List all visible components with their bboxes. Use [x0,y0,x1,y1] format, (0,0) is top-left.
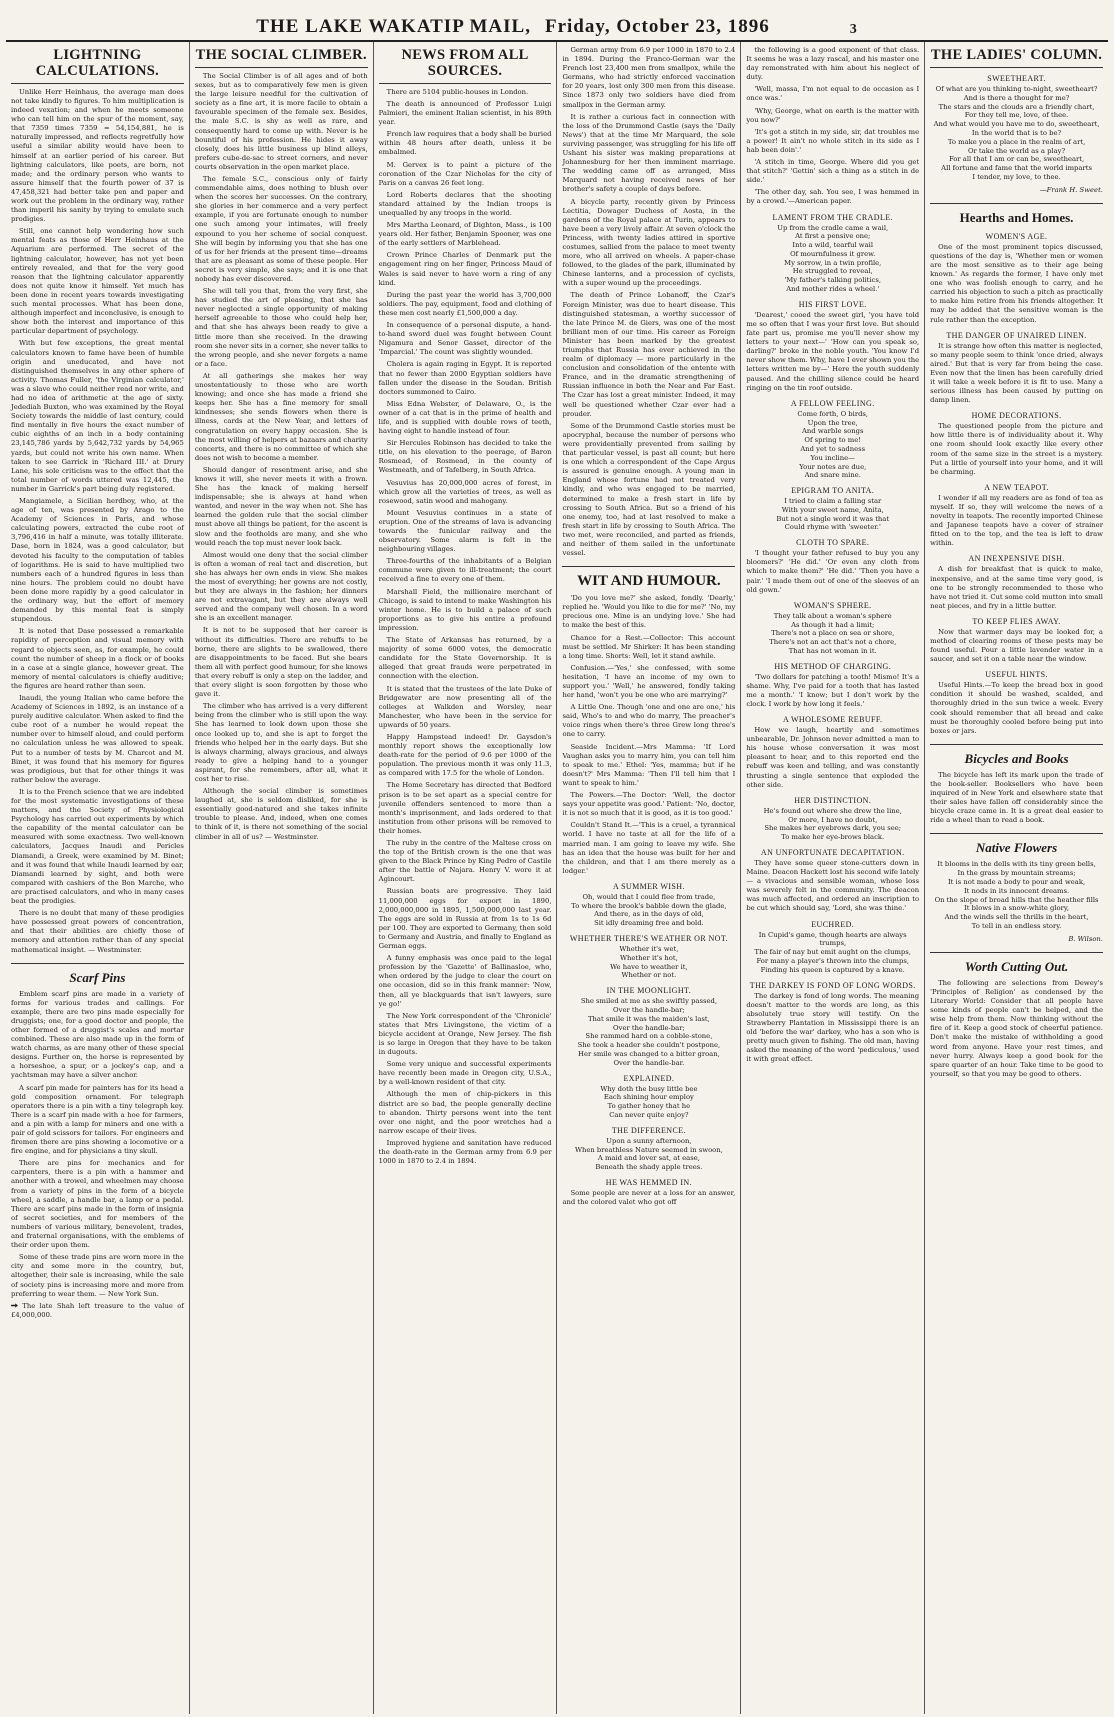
news-body-line: French law requires that a body shall be buried within 48 hours after death, unless it be embalmed. [378,130,552,157]
poem-womans-sphere-line: They talk about a woman's sphere [773,611,892,620]
news-body-line: Mount Vesuvius continues in a state of eruption. One of the streams of lava is advancing towards the funicular railway and the observatory. Some alarm is felt in the neighbouring villages. [378,508,552,554]
hemmed-in-continued [746,46,919,207]
darkey-body: The darkey is fond of long words. The meaning doesn't matter to the words are long, as this absolutely true story will testify. On the Strawberry Plantation in Mississippi there is an old 'before the war' darkey, who has a son who is pretty much given to fishing. The old man, having asked the meaning of the word 'pediculous,' used it with great effect. [746,991,920,1064]
poem-difference-line: Beneath the shady apple trees. [595,1163,703,1172]
social-climber-body-line: The climber who has arrived is a very different being from the climber who is still upon the way. She has learned to look down upon those she once looked up to, and she is apt to forget the friends who helped her in the early days. But she is always charming, always gracious, and always ready to give a helping hand to a younger aspirant, for she remembers, after all, what it cost her to rise. [194,702,368,783]
article-heading-scarf-pins: Scarf Pins [11,963,184,986]
wit-humour-body-line: A Little One. Though 'one and one are one,' his said, Who's to and who do marry, The preacher's voice rings when there's three Grew long three's one to carry. [562,703,736,739]
lightning-body-line: Unlike Herr Heinhaus, the average man does not take kindly to figures. To him multiplication is indeed vexation; and when he meets someone who can tell him on the spur of the moment, say, that 7359 times 7359 = 54,154,881, he is naturally impressed, and reflects regretfully how useful a similar ability would have been to himself at an earlier period of his career. But lightning calculators, like poets, are born, not made; and the ordinary person who wants to assure himself that the fourth power of 37 is 47,458,321 had better take pen and paper and work out the problem in the ordinary way, rather than imperil his sanity by trying to emulate such prodigies. [11,87,184,224]
news-body-line: M. Gervex is to paint a picture of the coronation of the Czar Nicholas for the city of Paris on a canvas 26 feet long. [378,160,552,187]
poem-sweetheart-signature: —Frank H. Sweet. [1039,185,1103,194]
continued-news-body [562,46,735,558]
article-heading-inexpensive-dish: AN INEXPENSIVE DISH. [968,554,1065,564]
continued-news-body-line: A bicycle party, recently given by Princess Lectitia, Dowager Duchess of Aosta, in the gardens of the Royal palace at Turin, appears to have been a very lively affair. At seven o'clock the Princess, with twenty ladies attired in sportive costumes, sallied from the palace to meet twenty more, who all arrived on wheels. A paper-chase followed, to the glades of the park, illuminated by Chinese lanterns, and a procession of cyclists, with a super wound up the proceedings. [562,197,736,288]
poem-fellow-feeling-line: You incline— [810,453,855,462]
news-body-line: In consequence of a personal dispute, a hand-to-hand sword duel was fought between Count Nigamura and Senor Gasset, director of the 'Imparcial.' The count was slightly wounded. [378,321,552,357]
article-heading-cloth: CLOTH TO SPARE. [796,538,870,548]
poem-distinction [746,807,919,842]
poem-lament [746,224,919,294]
poem-sweetheart-line: Or take the world as a play? [967,146,1066,155]
article-heading-teapot: A NEW TEAPOT. [984,482,1049,492]
news-body-line: It is stated that the trustees of the late Duke of Bridgewater are now presenting all of the colleges at Walkden and Worsley, near Manchester, who have been in the service for upwards of 50 years. [378,684,552,729]
column-1 [6,42,190,1714]
poem-lament-line: Into a wild, tearful wail [792,241,874,250]
teapot-body: I wonder if all my readers are as fond of tea as myself. If so, they will welcome the news of a novelty in teapots. The recently imported Chinese and Japanese teapots have a cover of strainer fitted on to the top, and the tea is left to draw within. [930,493,1103,548]
womens-age-body: One of the most prominent topics discussed, questions of the day is, 'Whether men or women are the most sensitive as to their age being known.' As regards the former, I have only met one who was foolish enough to carry, and he carried his objection to such a pitch as practically to make him retire from his friends altogether. It may be added that the sensitive woman is the rule rather than the exception. [930,242,1103,324]
poem-lament-line: Of mournfulness it grew. [790,249,876,258]
article-heading-home-decorations: HOME DECORATIONS. [971,411,1062,421]
poem-womans-sphere [746,612,919,656]
unaired-linen-body: It is strange how often this matter is neglected, so many people seem to think 'once dried, always aired.' But that is very far from being the case. Even now that the linen has been carefully dried it will take a week before it is fit to use. Many a serious illness has been caused by putting on damp linen. [930,341,1103,405]
poem-distinction-line: He's found out where she drew the line, [763,806,902,815]
lightning-body-line: With but few exceptions, the great mental calculators known to fame have been of humble origin and uneducated, and have not distinguished themselves in any other sphere of activity. Thomas Fuller, 'the Virginian calculator,' was a slave who could neither read nor write, and had no idea of arithmetic at the age of sixty. Jedediah Buxton, who was examined by the Royal Society towards the middle of last century, could find mentally in five hours the exact number of cubic eighths of an inch in a body containing 23,145,786 yards by 5,642,732 yards by 54,965 yards, but could not write his own name. When taken to see Garrick in 'Richard III.' at Drury Lane, his sole criticism was to the effect that the total number of words uttered was 12,445, the number in Garrick's part being duly registered. [11,339,184,493]
article-heading-useful-hints: USEFUL HINTS. [985,670,1048,680]
article-heading-lightning: LIGHTNING CALCULATIONS. [11,46,184,84]
rebuff-body: How we laugh, heartily and sometimes unbearable, Dr. Johnson never admitted a man to his house whose conversation it was most pleasant to hear, and to this reported end the rebuff was keen and telling, and was constantly thrusting a single sentence that exploded the other side. [746,726,920,789]
hemmed-in-continued-line: 'The other day, sah. You see, I was hemmed in by a crowd.'—American paper. [746,188,920,206]
news-body-line: A funny emphasis was once paid to the legal profession by the 'Gazette' of Ballinasloe, who, when ordered by the judge to clear the court on one occasion, did so in this frank manner: 'Now, then, all ye blackguards that isn't lawyers, sure ye go!' [378,954,552,1008]
news-body-line: Three-fourths of the inhabitants of a Belgian commune were given to ill-treatment; the court received a fine to every one of them. [378,557,552,584]
article-heading-rebuff: A WHOLESOME REBUFF. [782,715,883,725]
column-4 [557,42,741,1714]
poem-native-flowers-line: It blooms in the dells with its tiny green bells, [937,860,1096,869]
wit-humour-body-line: 'Do you love me?' she asked, fondly. 'Dearly,' replied he. 'Would you like to die for me?' 'No, my precious one. Mine is an undying love.' She had to make the best of this. [562,594,736,630]
poem-weather-line: We have to weather it, [610,962,688,971]
poem-lament-line: 'My father's talking politics, [784,276,882,285]
news-body-line: The Home Secretary has directed that Bedford prison is to be set apart as a special centre for juvenile offenders sentenced to more than a month's imprisonment, and lads ordered to that institution from other prisons will be removed to their homes. [378,781,552,835]
lightning-body-line: It is noted that Dase possessed a remarkable rapidity of perception and visual memory with regard to objects seen, as, for example, he could count the number of sheep in a flock or of books in a case at a single glance, however great. The memory of mental calculators is chiefly auditive; the figures are heard rather than seen. [11,627,184,690]
poem-explained [562,1085,735,1120]
poem-sweetheart-line: The stars and the clouds are a friendly chart, [938,102,1095,111]
poem-moonlight [562,997,735,1067]
home-decorations-body: The questioned people from the picture and how little there is of individuality about it. Why one room should look exactly like every other room of the same size in the street is a mystery. Put a little of yourself into your home, and it will be charming. [930,422,1103,476]
poem-distinction-line: To make her eye-brows black. [781,833,885,842]
poem-sweetheart-line: I tender, my love, to thee. [972,172,1061,181]
column-5 [741,42,925,1714]
poem-heading-fellow-feeling: A FELLOW FEELING. [790,398,875,408]
poem-sweetheart-line: All fortune and fame that the world imparts [941,164,1092,173]
newspaper-title: THE LAKE WAKATIP MAIL, [256,16,531,37]
news-body-line: Crown Prince Charles of Denmark put the engagement ring on her finger, Princess Maud of Wales is said never to have worn a ring of any kind. [378,251,552,287]
poem-fellow-feeling-line: And yet to sadness [800,444,866,453]
poem-native-flowers-line: And the winds sell the thrills in the heart, [944,913,1089,922]
news-body-line: Mrs Martha Leonard, of Dighton, Mass., is 100 years old. Her father, Benjamin Spooner, was one of the early settlers of Marblehead. [378,221,552,248]
poem-epigram-line: But not a single word it was that [776,514,890,523]
poem-heading-summer-wish: A SUMMER WISH. [612,881,685,891]
scarf-pins-body-line: There are pins for mechanics and for carpenters, there is a pin with a hammer and another with a trowel, and wheelmen may choose from a variety of pins in the form of a bicycle wheel, a saddle, a handle bar, a lamp or a pedal. There are scarf pins made in the form of insignia of secret societies, and for members of the numbers of various military, benevolent, trades, and fraternal organisations, with the emblems of their order upon them. [11,1159,184,1250]
poem-moonlight-line: That smile it was the maiden's last, [588,1014,710,1023]
news-body-line: Happy Hampstead indeed! Dr. Gaysdon's monthly report shows the exceptionally low death-rate for the period of 9.6 per 1000 of the population. The previous month it was only 11.3, as compared with 17.5 for the whole of London. [378,732,552,778]
poem-fellow-feeling [746,410,919,480]
poem-fellow-feeling-line: Your notes are due, [799,462,867,471]
poem-euchred-line: For many a player's thrown into the clumps, [756,956,910,965]
poem-heading-explained: EXPLAINED. [623,1073,675,1083]
poem-heading-moonlight: IN THE MOONLIGHT. [606,986,692,996]
social-climber-body-line: She will tell you that, from the very first, she has studied the art of pleasing, that she has never neglected a single opportunity of making herself agreeable to those who could help her, and that she has always been ready to give a little more than she received. In the drawing room she never sits in a corner, she never talks to the wrong people, and she never forgets a name or a face. [194,287,368,368]
poem-weather [562,945,735,980]
article-heading-hemmed-in: HE WAS HEMMED IN. [605,1178,692,1187]
poem-moonlight-line: Over the handle-bar; [613,1006,685,1015]
poem-explained-line: Can never quite enjoy? [609,1111,689,1120]
article-heading-darkey: THE DARKEY IS FOND OF LONG WORDS. [749,980,916,990]
column-6 [925,42,1108,1714]
poem-heading-euchred: EUCHRED. [811,919,855,929]
lightning-body-line: Inaudi, the young Italian who came before the Academy of Sciences in 1892, is an instance of a purely auditive calculator. When asked to find the cube root of a number he would repeat the number over to himself aloud, and could perform no calculation unless he was allowed to speak. Put to a number of tests by M. Charcot and M. Binet, it was found that his memory for figures was prodigious, but that for other things it was rather below the average. [11,693,184,784]
poem-heading-epigram: EPIGRAM TO ANITA. [791,486,875,496]
poem-difference [562,1137,735,1172]
worth-cutting-out-body: The following are selections from Dewey's 'Principles of Religion' as condensed by the Literary World: Consider that all people have some kinds of people can't be helped, and the wise help from them. Now thinking without the fire of it. Keep a good stock of cheerful patience. Don't make the mistake of withholding a good word from anyone. Have your rest times, and never hurry. Always keep a good book for the spare quarter of an hour. Take time to be good to yourself, so that you may be good to others. [930,978,1103,1078]
poem-heading-weather: WHETHER THERE'S WEATHER OR NOT. [569,934,728,944]
news-body-line: Some very unique and successful experiments have recently been made in Oregon city, U.S.A., by a well-known resident of that city. [378,1060,552,1087]
article-heading-news: NEWS FROM ALL SOURCES. [379,46,552,84]
poem-native-flowers-line: On the slope of broad hills that the heather fills [934,895,1099,904]
news-body-line: Russian boats are progressive. They laid 11,000,000 eggs for export in 1890, 2,000,000,000 in 1895, 1,500,000,000 last year. The eggs are sold in Russia at from 1s to 1s 6d per 100. They are exported to Germany, then sold to Germany and Austria, and finally to England as German eggs. [378,887,552,951]
poem-sweetheart-line: For all that I am or can be, sweetheart, [948,155,1085,164]
poem-distinction-line: She makes her eyebrows dark, you see; [764,824,902,833]
news-body-line: Marshall Field, the millionaire merchant of Chicago, is said to intend to make Washington his winter home. He is to build a palace of such proportions as to give his entire a profound impression. [378,587,552,632]
hemmed-in-continued-line: 'It's got a stitch in my side, sir, dat troubles me a power! It ain't no whole stitch in its side as I hab been doin'.' [746,127,920,154]
hemmed-in-continued-line: the following is a good exponent of that class. It seems he was a lazy rascal, and his master one day remonstrated with him about his neglect of duty. [746,46,920,82]
poem-lament-line: At first a pensive one; [795,232,871,241]
poem-heading-lament: LAMENT FROM THE CRADLE. [772,212,893,222]
poem-weather-line: Whether it's hot, [620,953,678,962]
poem-lament-line: He struggled to reveal, [792,267,873,276]
news-body-line: Improved hygiene and sanitation have reduced the death-rate in the German army from 6.9 per 1000 in 1870 to 2.4 in 1894. [378,1138,552,1166]
poem-weather-line: Whether it's wet, [619,945,679,954]
article-heading-womens-age: WOMEN'S AGE. [985,231,1048,241]
social-climber-body-line: At all gatherings she makes her way unostentatiously to those who are worth knowing; and once she has made a friend she keeps her. She has a fine memory for small kindnesses; she sends flowers when there is illness, cards at the New Year, and letters of congratulation on every happy occasion. She is the most willing of helpers at bazaars and charity concerts, and there is no committee of which she does not wish to become a member. [194,371,368,462]
poem-lament-line: My sorrow, in a twin profile, [784,258,882,267]
poem-summer-wish-line: To where the brook's babble down the glade, [571,901,727,910]
poem-explained-line: To gather honey that he [607,1102,691,1111]
poem-moonlight-line: She rammed hard on a cobble-stone, [585,1032,713,1041]
poem-heading-womans-sphere: WOMAN'S SPHERE. [793,600,872,610]
poem-moonlight-line: Over the handle-bar; [613,1023,685,1032]
poem-euchred-line: The fair of nay but emit aught on the clumps, [754,948,911,957]
article-heading-decapitation: AN UNFORTUNATE DECAPITATION. [760,847,905,857]
scarf-pins-body [11,990,184,1299]
section-heading-hearths-homes: Hearths and Homes. [930,203,1103,226]
poem-heading-difference: THE DIFFERENCE. [611,1125,686,1135]
news-body-line: The death is announced of Professor Luigi Palmieri, the eminent Italian scientist, in his 89th year. [378,99,552,127]
article-heading-social-climber: THE SOCIAL CLIMBER. [195,46,368,68]
poem-sweetheart-line: To make you a place in the realm of art, [947,137,1086,146]
poem-euchred [746,931,919,975]
poem-summer-wish-line: Oh, would that I could flee from trade, [582,892,716,901]
flies-body: Now that warmer days may be looked for, a method of clearing rooms of these pests may be found useful. Pour a little lavender water in a saucer, and set it on a table near the window. [930,627,1103,664]
poem-womans-sphere-line: There's not a place on sea or shore, [771,629,895,638]
poem-fellow-feeling-line: And snare mine. [804,471,861,480]
poem-native-flowers-line: It is not made a body to pour and weak, [947,877,1086,886]
poem-heading-sweetheart: SWEETHEART. [987,73,1046,83]
wit-humour-body [562,594,735,876]
footnote-shah [11,1302,184,1320]
columns [6,42,1108,1714]
news-body-line: The New York correspondent of the 'Chronicle' states that Mrs Livingstone, the victim of a bicycle accident at Orange, New Jersey. The fish is so large in Oregon that they have to be taken in dugouts. [378,1011,552,1057]
poem-sweetheart-line: In the world that is to be? [971,128,1062,137]
poem-lament-line: And mother rides a wheel.' [786,285,880,294]
lightning-body-line: Still, one cannot help wondering how such mental feats as those of Herr Heinhaus at the Aquarium are performed. The secret of the lightning calculator, however, has not yet been entirely revealed, and that for the very good reason that the lightning calculator apparently does not quite know it himself. Yet much has been done in recent years towards investigating such mental processes. What has been done, although imperfect and inconclusive, is enough to show both the interest and importance of this particular department of psychology. [11,227,184,336]
masthead [6,8,1108,42]
bicycles-books-body: The bicycle has left its mark upon the trade of the book-seller. Booksellers who have been inquired of in New York and elsewhere state that their sales have fallen off considerably since the bicycle craze came in. It is a great deal easier to ride a wheel than to read a book. [930,770,1103,825]
article-heading-native-flowers: Native Flowers [930,833,1103,856]
wit-humour-body-line: Confusion.—'Yes,' she confessed, with some hesitation, 'I have an income of my own to support you.' 'Well,' he answered, fondly taking her hand, 'won't you be one who are marrying?' [562,663,736,700]
news-body-line: Lord Roberts declares that the shooting standard attained by the Indian troops is unequalled by any troops in the world. [378,190,552,217]
news-body-line: The State of Arkansas has returned, by a majority of some 6000 votes, the democratic candidate for the State Governorship. It is alleged that great frauds were perpetrated in connection with the election. [378,636,552,681]
poem-fellow-feeling-line: And warble songs [802,427,864,436]
decapitation-body: They have some queer stone-cutters down in Maine. Deacon Hackett lost his second wife lately — a vivacious and sensible woman, whose loss was severely felt in the community. The deacon was much affected, and ordered an inscription to be cut which should say, 'Lord, she was thine.' [746,858,920,913]
social-climber-body-line: It is not to be supposed that her career is without its difficulties. There are rebuffs to be borne, there are slights to be swallowed, there are disappointments to be faced. But she bears them all with perfect good humour, for she knows that every rebuff is only a step on the ladder, and that every slight is soon forgotten by those who gave it. [194,626,368,699]
lightning-body-line: Mangiamele, a Sicilian herdboy, who, at the age of ten, was presented by Arago to the Academy of Sciences in Paris, and whose calculating powers, extracted the cube root of 3,796,416 in half a minute, was totally illiterate. Dase, born in 1824, was a good calculator, but devoted his faculty to the computation of tables of logarithms. He is said to have multiplied two numbers each of a hundred figures in less than nine hours. The problem could no doubt have been done more rapidly by a good calculator in the ordinary way, but the effort of memory demanded by this mental feat is simply stupendous. [11,497,184,624]
cloth-body: 'I thought your father refused to buy you any bloomers?' 'He did.' 'Or even any cloth from which to make them?' 'He did.' 'Then you have a pair.' 'I made them out of one of the sleeves of an old gown.' [746,549,920,594]
poem-summer-wish-line: Sit idly dreaming free and bold. [594,919,704,928]
poem-native-flowers-line: In the grass by mountain streams; [957,869,1076,878]
hemmed-in-continued-line: 'Why, George, what on earth is the matter with you now?' [746,106,920,124]
news-body-line: Although the men of chip-pickers in this district are so bad, the people generally decline to abandon. Thirty persons went into the tent over one night, and the poor wretches had a narrow escape of their lives. [378,1090,552,1135]
article-heading-worth-cutting-out: Worth Cutting Out. [930,952,1103,975]
wit-humour-body-line: Chance for a Rest.—Collector: This account must be settled. Mr Shirker: It has been standing a long time. Shorts: Well, let it stand awhile. [562,633,736,660]
article-heading-charging: HIS METHOD OF CHARGING. [774,661,892,671]
poem-native-flowers-line: It blows in a snow-white glory, [964,904,1069,913]
scarf-pins-body-line: A scarf pin made for painters has for its head a gold composition ornament. For telegraph operators there is a pin with a tiny telegraph key. There is a scarf pin made with a hoe for farmers, and a pin with a lamp for miners and one with a pair of gold scissors for tailors. For engineers and firemen there are pins showing a locomotive or a fire engine, and for physicians a tiny skull. [11,1083,184,1156]
poem-weather-line: Whether or not. [621,971,677,980]
poem-fellow-feeling-line: Of spring to me! [804,436,862,445]
inexpensive-dish-body: A dish for breakfast that is quick to make, inexpensive, and at the same time very good, is one to be strongly recommended to those who have not tried it. Cut some cold mutton into small neat pieces, and fry in a little butter. [930,565,1103,610]
column-2 [190,42,374,1714]
first-love-body: 'Dearest,' cooed the sweet girl, 'you have told me so often that I was your first love. But should fate part us, promise me you'll never show my letters to your next—' 'How can you speak so, darling?' broke in the noble youth. 'You know I'd never show them. Why, have I ever shown you the letters written me by—' Here the youth suddenly paused. And the chilling silence could be heard ringing on the tin roof outside. [746,310,920,392]
poem-moonlight-line: Over the handle-bar. [613,1058,685,1067]
poem-sweetheart-line: And is there a thought for me? [963,93,1070,102]
poem-sweetheart-line: And what would you have me to do, sweetheart, [933,120,1100,129]
wit-humour-body-line: Couldn't Stand It.—'This is a cruel, a tyrannical world. I have no taste at all for the life of a married man. I am going to leave my wife. She has an idea that the house was built for her and the children, and that I am there merely as a lodger.' [562,821,736,875]
poem-explained-line: Why doth the busy little bee [600,1084,698,1093]
continued-news-body-line: The death of Prince Lobanoff, the Czar's Foreign Minister, was due to heart disease. This distinguished statesman, a worthy successor of the late Prince M. de Giers, was one of the most brilliant men of our time. His career as Foreign Minister has been marked by the greatest triumphs that Russia has ever achieved in the realm of diplomacy — more particularly in the conclusion and consolidation of the entente with France, and in the dramatic strengthening of Russian influence in both the Near and Far East. The Czar has lost a great minister. Indeed, it may well be questioned whether Czar ever had a prouder. [562,291,736,418]
news-body-line: Sir Hercules Robinson has decided to take the title, on his elevation to the peerage, of Baron Rosmead, of Rosmead, in the county of Westmeath, and of Tafelberg, in South Africa. [378,439,552,475]
poem-moonlight-line: She smiled at me as she swiftly passed, [580,997,717,1006]
continued-news-body-line: It is rather a curious fact in connection with the loss of the Drummond Castle (says the 'Daily News') that at the time Mr Marquard, the sole surviving passenger, was struggling for his life off Ushant his sister was making preparations at Johannesburg for her then imminent marriage. The wedding came off as arranged, Miss Marquard not having received news of her brother's safety a couple of days before. [562,112,736,194]
scarf-pins-body-line: Some of these trade pins are worn more in the city and some more in the country, but, altogether, their sale is increasing, while the sale of society pins is increasing more and more from preferring to wear them. — New York Sun. [11,1253,184,1298]
social-climber-body-line: The female S.C., conscious only of fairly commendable aims, does nothing to blush over when the scores her successes. On the contrary, she glories in her commerce and a very perfect example, if you are fortunate enough to number one such among your intimates, will freely expound to you her scheme of social conquest. She will begin by informing you that she has one of us for her friends at the present time—dreams that are as pleasant as some of these people. Her secret is very simple, she says; and it is one that nobody has ever discovered. [194,174,368,283]
lightning-body-line: There is no doubt that many of these prodigies have possessed great powers of concentration, and that their abilities are chiefly those of memory and attention rather than of any special mathematical insight. — Westminster. [11,909,184,954]
poem-moonlight-line: Her smile was changed to a bitter groan, [578,1050,720,1059]
poem-native-flowers-line: To tell in an endless story. [971,921,1062,930]
poem-native-flowers-line: It nods in its innocent dreams. [963,886,1070,895]
pointing-hand-icon [11,1302,18,1309]
article-heading-wit-humour: WIT AND HUMOUR. [562,566,735,590]
poem-difference-line: When breathless Nature seemed in swoon, [574,1145,723,1154]
poem-womans-sphere-line: As though it had a limit; [791,620,875,629]
article-heading-flies: TO KEEP FLIES AWAY. [972,616,1061,626]
poem-womans-sphere-line: There's not an act that's not a chore, [769,638,897,647]
poem-explained-line: Each shining hour employ [603,1093,694,1102]
poem-epigram-line: With your sweet name, Anita, [781,505,884,514]
poem-euchred-line: Finding his queen is captured by a knave. [760,965,905,974]
news-body-line: Cholera is again raging in Egypt. It is reported that no fewer than 2000 Egyptian soldiers have fallen under the disease in the Soudan. British doctors summoned to Cairo. [378,360,552,396]
poem-distinction-line: Or more, I have no doubt, [788,815,878,824]
poem-sweetheart-line: Of what are you thinking to-night, sweetheart? [935,84,1098,93]
poem-heading-distinction: HER DISTINCTION. [794,795,872,805]
poem-summer-wish-line: And there, as in the days of old, [594,910,704,919]
news-body-line: There are 5104 public-houses in London. [386,87,529,96]
wit-humour-body-line: The Powers.—The Doctor: 'Well, the doctor says your appetite was good.' Patient: 'No, doctor, it is not so much that it is good, as it is too good.' [562,791,736,818]
charging-body: 'Two dollars for patching a tooth! Mismo! It's a shame. Why, I've paid for a tooth that has lasted me a month.' 'I know; but I don't work by the clock. I work by how long it feels.' [746,672,920,709]
continued-news-body-line: German army from 6.9 per 1000 in 1870 to 2.4 in 1894. During the Franco-German war the French lost 23,400 men from smallpox, while the Germans, who had strictly enforced vaccination for 20 years, lost only 300 men from this disease. Since 1873 only two soldiers have died from smallpox in the German army. [562,46,736,109]
poem-sweetheart-line: For they tell me, love, of thee. [964,111,1069,120]
poem-difference-line: A maid and lover sat, at ease, [597,1154,700,1163]
news-body-line: Miss Edna Webster, of Delaware, O., is the owner of a cat that is in the prime of health and life, and is supplied with double rows of teeth, having eight to handle instead of four. [378,399,552,436]
poem-fellow-feeling-line: Upon the tree, [807,418,858,427]
poem-epigram-line: Could rhyme with 'sweeter.' [784,523,881,532]
poem-womans-sphere-line: That has not woman in it. [788,646,877,655]
social-climber-body-line: The Social Climber is of all ages and of both sexes, but as to comparatively few men is given the large leisure needful for the cultivation of society as a fine art, it is more facile to obtain a favourable specimen of the female sex. Besides, the male S.C. is shy as well as rare, and consequently hard to come up with. Never is he bountiful of his profession. He hides it away closely, does his little business up blind alleys, prefers cube-de-sac to street corners, and never courts observation in the open market place. [194,71,368,171]
wit-humour-body-line: Seaside Incident.—Mrs Mamma: 'If Lord Vaughan asks you to marry him, you can tell him to speak to me.' Ethel: 'Yes, mamma; but if he doesn't?' Mrs Mamma: 'Then I'll tell him that I want to speak to him.' [562,742,736,787]
poem-epigram [746,497,919,532]
article-heading-first-love: HIS FIRST LOVE. [798,299,867,309]
social-climber-body [195,72,368,842]
scarf-pins-body-line: Emblem scarf pins are made in a variety of forms for various trades and callings. For example, there are two pins made especially for druggists; one, for a good doctor and people, the other formed of a druggist's scales and mortar combined. These are also made up in the form of watch charms, as are many other of these special designs. Further on, the horse is represented by a horseshoe, a spur, or a jockey's cap, and a yachtsman may have a silver anchor. [11,989,184,1080]
news-body-line: The ruby in the centre of the Maltese cross on the top of the British crown is the one that was given to the Black Prince by King Pedro of Castile after the battle of Najara. Henry V. wore it at Agincourt. [378,839,552,884]
column-3 [374,42,558,1714]
poem-sweetheart [930,85,1103,182]
issue-date: Friday, October 23, 1896 [544,16,770,37]
news-body [379,88,552,1166]
useful-hints-body: Useful Hints.—To keep the bread box in good condition it should be washed, scalded, and thoroughly dried in the sun twice a week. Every cook should remember that all bread and cake must be thoroughly cooled before being put into boxes or jars. [930,681,1103,735]
social-climber-body-line: Almost would one deny that the social climber is often a woman of real tact and discretion, but she has always her own ends in view. She makes the most of everything; her gowns are not costly, but they are always in the fashion; her dinners are not extravagant, but they are always well served and the company well chosen. In a word she is an excellent manager. [194,550,368,623]
article-heading-unaired-linen: THE DANGER OF UNAIRED LINEN. [946,330,1087,340]
page-number: 3 [849,22,858,37]
poem-native-flowers [930,860,1103,930]
poem-difference-line: Upon a sunny afternoon, [606,1136,692,1145]
hemmed-in-body: Some people are never at a loss for an answer, and the colored valet who got off [562,1189,736,1207]
poem-native-flowers-signature: B. Wilson. [1068,934,1103,943]
poem-euchred-line: In Cupid's game, though hearts are always trumps, [758,930,907,948]
poem-epigram-line: I tried to claim a falling star [784,497,882,506]
poem-summer-wish [562,893,735,928]
hemmed-in-continued-line: 'A stitch in time, George. Where did you get that stitch?' 'Gettin' sich a thing as a stitch in de side.' [746,158,920,185]
social-climber-body-line: Should danger of resentment arise, and she knows it will, she never meets it with a frown. She has the knack of making herself indispensable; she is always at hand when wanted, and never in the way when not. She has learned the golden rule that the social climber must above all things be patient, for the ascent is slow and the footholds are many, and she who would reach the top must never look back. [194,465,368,547]
social-climber-body-line: Although the social climber is sometimes laughed at, she is seldom disliked, for she is essentially good-natured and she takes infinite trouble to please. And, indeed, when one comes to think of it, is there not something of the social climber in all of us? — Westminster. [194,787,368,841]
article-heading-ladies-column: THE LADIES' COLUMN. [930,46,1103,68]
hemmed-in-continued-line: 'Well, massa, I'm not equal to de occasion as I once was.' [746,85,920,103]
news-body-line: During the past year the world has 3,700,000 soldiers. The pay, equipment, food and clothing of these men cost nearly £1,500,000 a day. [378,290,552,317]
poem-moonlight-line: She took a header she couldn't postpone, [577,1041,721,1050]
lightning-body [11,88,184,955]
news-body-line: Vesuvius has 20,000,000 acres of forest, in which grow all the varieties of trees, as well as rosewood, satin wood and mahogany. [378,478,552,505]
poem-lament-line: Up from the cradle came a wail, [777,223,889,232]
continued-news-body-line: Some of the Drummond Castle stories must be apocryphal, because the number of persons who were providentially prevented from sailing by that particular vessel, is past all count; but here is one which a correspondent of the Cape Argus is assured is genuine enough. A young man in England whose fortune had not treated very kindly, and who was engaged to be married, determined to make a fresh start in life by crossing to South Africa. But so a friend of his one enemy, too, had at last resolved to make a fresh start in life by crossing to South Africa. The two met, were reconciled, and parted as friends, and neither of them sailed in the unfortunate vessel. [562,421,736,558]
footnote-text: The late Shah left treasure to the value of £4,000,000. [11,1301,184,1319]
article-heading-bicycles-books: Bicycles and Books [930,744,1103,767]
lightning-body-line: It is to the French science that we are indebted for the most systematic investigations of these matters, and the Society of Physiological Psychology has carried out experiments by which the capability of the mental calculator can be measured with some exactness. Two well-known calculators, Jacques Inaudi and Pericles Diamandi, a Greek, were examined by M. Binet; and it was found that while Inaudi learned by ear, Diamandi learned by sight, and both were compared with cashiers of the Bon Marche, who are practised calculators, and who in many cases beat the prodigies. [11,787,184,906]
poem-fellow-feeling-line: Come forth, O birds, [797,409,869,418]
